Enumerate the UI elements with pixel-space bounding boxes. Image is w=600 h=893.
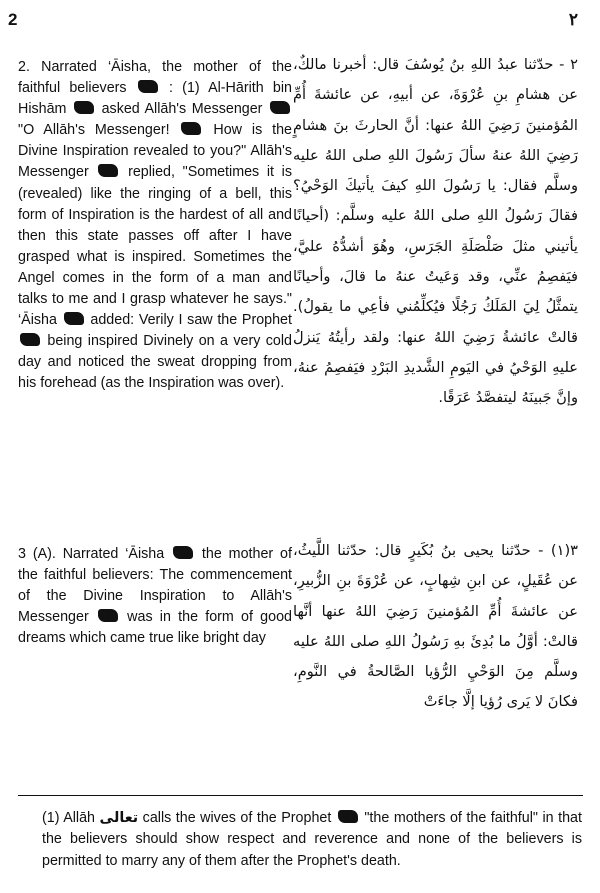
salutation-seal-icon — [98, 609, 118, 622]
footnote-c: "the mothers of the faithful" in that the believers should show respect and reverence and none of the believers is permitted to marry any of them after the Prophet's death. — [42, 810, 582, 869]
companion-seal-icon — [74, 101, 94, 114]
hadith-2-english — [18, 57, 292, 395]
hadith-2-en-f: replied, "Sometimes it is (revealed) like the ringing of a bell, this form of Inspiration is the hardest of all and then this state passes off after I have grasped what is inspired. Sometimes the Angel comes in the form of a man and talks to me and I grasp whatever he says." ‘Āisha — [18, 164, 292, 329]
footnote-arabic: تعالى — [99, 810, 139, 826]
hadith-2-en-d: "O Allāh's Messenger! — [18, 122, 170, 139]
salutation-seal-icon — [270, 101, 290, 114]
hadith-3-en-c: was in the form of good dreams which came true like bright day — [18, 609, 292, 647]
hadith-2-en-g: added: Verily I saw the Prophet — [90, 312, 292, 329]
hadith-2-en-b: : (1) Al-Hārith bin Hishām — [18, 80, 292, 118]
page-number-right: ٢ — [568, 10, 578, 29]
hadith-2-en-e: How is the Divine Inspiration revealed to you?" Allāh's Messenger — [18, 122, 292, 181]
hadith-3-en-b: the mother of the faithful believers: The commencement of the Divine Inspiration to Allāh's Messenger — [18, 546, 292, 626]
companion-seal-icon — [138, 80, 158, 93]
page-number-left: 2 — [8, 10, 18, 29]
salutation-seal-icon — [20, 333, 40, 346]
hadith-2-en-h: being inspired Divinely on a very cold day and noticed the sweat dropping from his forehead (as the Inspiration was over). — [18, 333, 292, 392]
footnote-divider — [18, 795, 583, 796]
salutation-seal-icon — [98, 164, 118, 177]
hadith-3-arabic: ٣(١) - حدّثنا يحيى بنُ بُكَيرٍ قال: حدّثنا اللَّيثُ، عن عُقَيلٍ، عن ابنِ شِهابٍ، عن عُرْوَةَ بنِ الزُّبيرِ، عن عائشةَ أُمِّ المُؤمنينَ رَضِيَ اللهُ عنها أنَّها قالتْ: أوَّلُ ما بُدِئَ بهِ رَسُولُ اللهِ صلى اللهُ عليه وسلَّم مِنَ الوَحْيِ الرُّؤيا الصَّالحةُ في النَّومِ، فكانَ لا يَرى رُؤيا إلَّا جاءَتْ — [293, 542, 578, 711]
salutation-seal-icon — [338, 810, 358, 823]
hadith-2-en-a: 2. Narrated ‘Āisha, the mother of the faithful believers — [18, 59, 292, 97]
footnote-b: calls the wives of the Prophet — [142, 810, 332, 826]
hadith-2-arabic: ٢ - حدّثنا عبدُ اللهِ بنُ يُوسُفَ قال: أخبرنا مالكٌ، عن هشامِ بنِ عُرْوَةَ، عن أبيهِ، عن عائشةَ أُمِّ المُؤمنينَ رَضِيَ اللهُ عنها: أنَّ الحارثَ بنَ هشامٍ رَضِيَ اللهُ عنهُ سألَ رَسُولَ اللهِ صلى اللهُ عليه وسلَّم فقال: يا رَسُولَ اللهِ كيفَ يأتيكَ الوَحْيُ؟ فقالَ رَسُولُ اللهِ صلى اللهُ عليه وسلَّم: (أحيانًا يأتيني مثلَ صَلْصَلَةِ الجَرَسِ، وهُوَ أشدُّهُ عليَّ، فيَفصِمُ عنِّي، وقد وَعَيتُ عنهُ ما قالَ، وأحيانًا يتمثَّلُ لِيَ المَلَكُ رَجُلًا فيُكلِّمُني فأعِي ما يقولُ). قالتْ عائشةُ رَضِيَ اللهُ عنها: ولقد رأيتُهُ يَنزلُ عليهِ الوَحْيُ في اليَومِ الشَّديدِ البَرْدِ فيَفصِمُ عنهُ، وإنَّ جَبينَهُ ليتفصَّدُ عَرَقًا. — [293, 56, 578, 407]
footnote-a: (1) Allāh — [42, 810, 95, 826]
hadith-2-en-c: asked Allāh's Messenger — [101, 101, 263, 118]
companion-seal-icon — [64, 312, 84, 325]
footnote — [42, 808, 582, 872]
hadith-3-english — [18, 544, 292, 649]
companion-seal-icon — [173, 546, 193, 559]
salutation-seal-icon — [181, 122, 201, 135]
hadith-3-en-a: 3 (A). Narrated ‘Āisha — [18, 546, 165, 562]
